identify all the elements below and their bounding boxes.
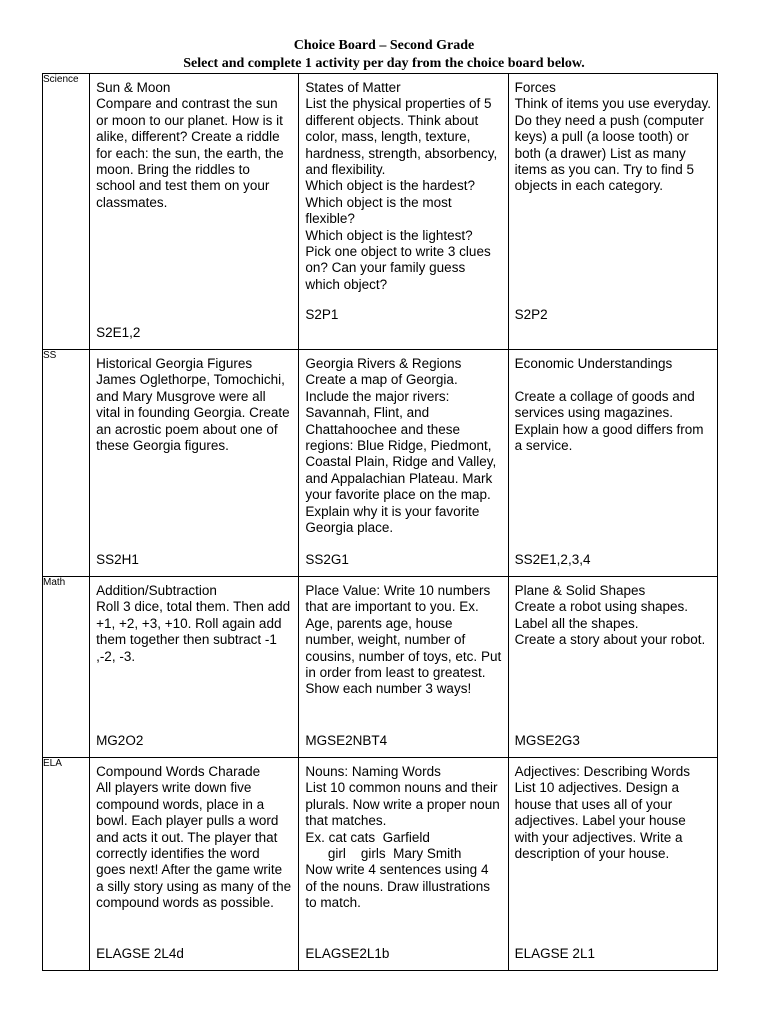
activity-cell: [299, 758, 508, 971]
page-title: Choice Board – Second Grade: [293, 38, 475, 53]
activity-text: Plane & Solid Shapes Create a robot using shapes. Label all the shapes. Create a story about your robot.: [514, 583, 706, 648]
subject-label: ELA: [43, 758, 90, 971]
activity-text: Addition/Subtraction Roll 3 dice, total them. Then add +1, +2, +3, +10. Roll again add them together then subtract -1 ,-2, -3.: [96, 583, 291, 664]
activity-cell: [90, 350, 299, 577]
table-row: [43, 577, 718, 758]
standard-code: S2P1: [305, 307, 339, 322]
activity-text: Adjectives: Describing Words List 10 adjectives. Design a house that uses all of your adjectives. Label your house with your adjectives. Write a description of your house.: [514, 764, 690, 862]
activity-text: Nouns: Naming Words List 10 common nouns and their plurals. Now write a proper noun that matches. Ex. cat cats Garfield girl girls Mary Smith Now write 4 sentences using 4 of the nouns. Draw illustrations to match.: [305, 764, 500, 911]
standard-code: MG2O2: [96, 733, 144, 748]
standard-code: S2E1,2: [96, 325, 141, 340]
subject-label: Science: [43, 74, 90, 350]
activity-cell: [299, 577, 508, 758]
standard-code: SS2G1: [305, 552, 349, 567]
activity-text: Forces Think of items you use everyday. Do they need a push (computer keys) a pull (a loose tooth) or both (a drawer) List as many items as you can. Try to find 5 objects in each category.: [514, 80, 711, 194]
activity-text: Compound Words Charade All players write down five compound words, place in a bowl. Each player pulls a word and acts it out. The player that correctly identifies the word goes next! After the game write a silly story using as many of the compound words as possible.: [96, 764, 292, 911]
activity-cell: [299, 350, 508, 577]
activity-text: Economic Understandings Create a collage of goods and services using magazines. Explain how a good differs from a service.: [514, 356, 704, 454]
activity-text: Sun & Moon Compare and contrast the sun or moon to our planet. How is it alike, different? Create a riddle for each: the sun, the earth, the moon. Bring the riddles to school and test them on your classmates.: [96, 80, 284, 210]
standard-code: ELAGSE2L1b: [305, 946, 390, 961]
activity-text: Georgia Rivers & Regions Create a map of Georgia. Include the major rivers: Savannah, Flint, and Chattahoochee and these regions: Blue Ridge, Piedmont, Coastal Plain, Ridge and Valley, and Appalachian Plateau. Mark your favorite place on the map. Explain why it is your favorite Georgia place.: [305, 356, 497, 536]
subject-label: Math: [43, 577, 90, 758]
standard-code: ELAGSE 2L1: [514, 946, 595, 961]
standard-code: SS2H1: [96, 552, 139, 567]
table-row: [43, 350, 718, 577]
standard-code: MGSE2G3: [514, 733, 580, 748]
activity-cell: [299, 74, 508, 350]
standard-code: SS2E1,2,3,4: [514, 552, 591, 567]
activity-cell: [90, 74, 299, 350]
page-subtitle: Select and complete 1 activity per day from the choice board below.: [183, 56, 585, 71]
activity-text: Place Value: Write 10 numbers that are important to you. Ex. Age, parents age, house number, weight, number of cousins, number of toys, etc. Put in order from least to greatest. Show each number 3 ways!: [305, 583, 505, 697]
choice-board-table: [42, 73, 718, 971]
activity-text: Historical Georgia Figures James Oglethorpe, Tomochichi, and Mary Musgrove were all vital in founding Georgia. Create an acrostic poem about one of these Georgia figures.: [96, 356, 290, 454]
activity-cell: [90, 577, 299, 758]
activity-cell: [90, 758, 299, 971]
activity-cell: [508, 758, 717, 971]
activity-text: States of Matter List the physical properties of 5 different objects. Think about color, mass, length, texture, hardness, strength, absorbency, and flexibility. Which object is the hardest? Which object is the most flexible? Which object is the lightest? Pick one object to write 3 clues on? Can your family guess which object?: [305, 80, 498, 292]
standard-code: S2P2: [514, 307, 548, 322]
activity-cell: [508, 577, 717, 758]
activity-cell: [508, 350, 717, 577]
table-row: [43, 758, 718, 971]
standard-code: ELAGSE 2L4d: [96, 946, 184, 961]
activity-cell: [508, 74, 717, 350]
table-row: [43, 74, 718, 350]
subject-label: SS: [43, 350, 90, 577]
standard-code: MGSE2NBT4: [305, 733, 388, 748]
